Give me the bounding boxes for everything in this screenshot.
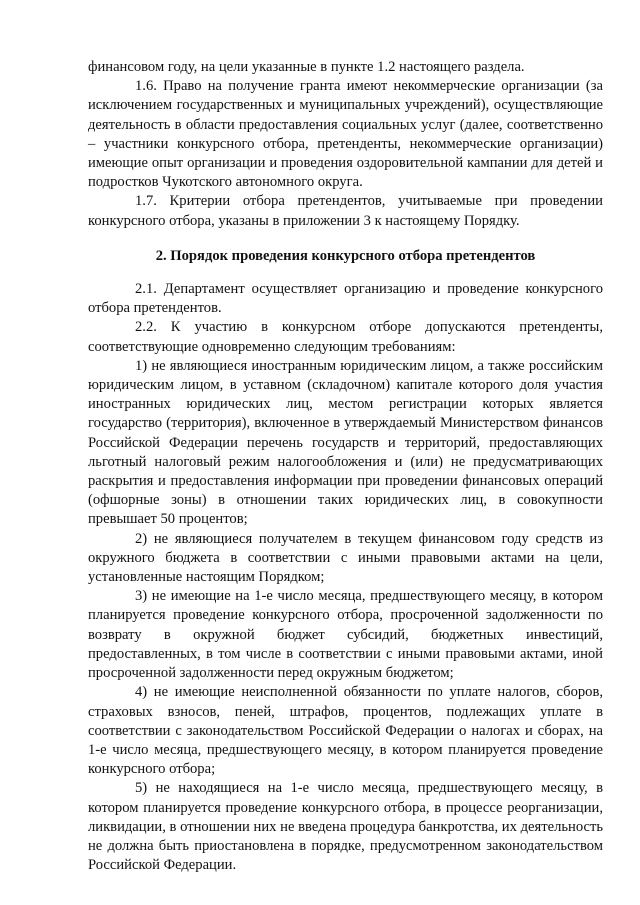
paragraph-1-7: 1.7. Критерии отбора претендентов, учитываемые при проведении конкурсного отбора, указаны в приложении 3 к настоящему Порядку. — [88, 193, 603, 229]
requirement-1: 1) не являющиеся иностранным юридическим лицом, а также российским юридическим лицом, в уставном (складочном) капитале которого доля участия иностранных юридических лиц, местом регистрации которых является государство (территория), включенное в утверждаемый Министерством финансов Российской Федерации перечень государств и территорий, предоставляющих льготный налоговый режим налогообложения и (или) не предусматривающих раскрытия и предоставления информации при проведении финансовых операций (офшорные зоны) в отношении таких юридических лиц, в совокупности превышает 50 процентов; — [88, 357, 603, 528]
paragraph-2-1: 2.1. Департамент осуществляет организацию и проведение конкурсного отбора претендентов. — [88, 281, 603, 317]
section-heading: 2. Порядок проведения конкурсного отбора претендентов — [155, 247, 536, 264]
document-page — [88, 58, 603, 875]
requirement-4: 4) не имеющие неисполненной обязанности по уплате налогов, сборов, страховых взносов, пеней, штрафов, процентов, подлежащих уплате в соответствии с законодательством Российской Федерации о налогах и сборах, на 1-е число месяца, предшествующего месяцу, в котором планируется проведение конкурсного отбора; — [88, 684, 603, 778]
paragraph-1-6: 1.6. Право на получение гранта имеют некоммерческие организации (за исключением государственных и муниципальных учреждений), осуществляющие деятельность в области предоставления социальных услуг (далее, соответственно – участники конкурсного отбора, претенденты, некоммерческие организации) имеющие опыт организации и проведения оздоровительной кампании для детей и подростков Чукотского автономного округа. — [88, 78, 603, 191]
continuation-text: финансовом году, на цели указанные в пункте 1.2 настоящего раздела. — [88, 59, 525, 75]
requirement-5: 5) не находящиеся на 1-е число месяца, предшествующего месяцу, в котором планируется проведение конкурсного отбора, в процессе реорганизации, ликвидации, в отношении них не введена процедура банкротства, их деятельность не должна быть приостановлена в порядке, предусмотренном законодательством Российской Федерации. — [88, 780, 603, 874]
requirement-2: 2) не являющиеся получателем в текущем финансовом году средств из окружного бюджета в соответствии с иными правовыми актами на цели, установленные настоящим Порядком; — [88, 530, 603, 586]
requirement-3: 3) не имеющие на 1-е число месяца, предшествующего месяцу, в котором планируется проведение конкурсного отбора, просроченной задолженности по возврату в окружной бюджет субсидий, бюджетных инвестиций, предоставленных, в том числе в соответствии с иными правовыми актами, иной просроченной задолженности перед окружным бюджетом; — [88, 588, 603, 682]
paragraph-2-2: 2.2. К участию в конкурсном отборе допускаются претенденты, соответствующие одновременно следующим требованиям: — [88, 319, 603, 355]
